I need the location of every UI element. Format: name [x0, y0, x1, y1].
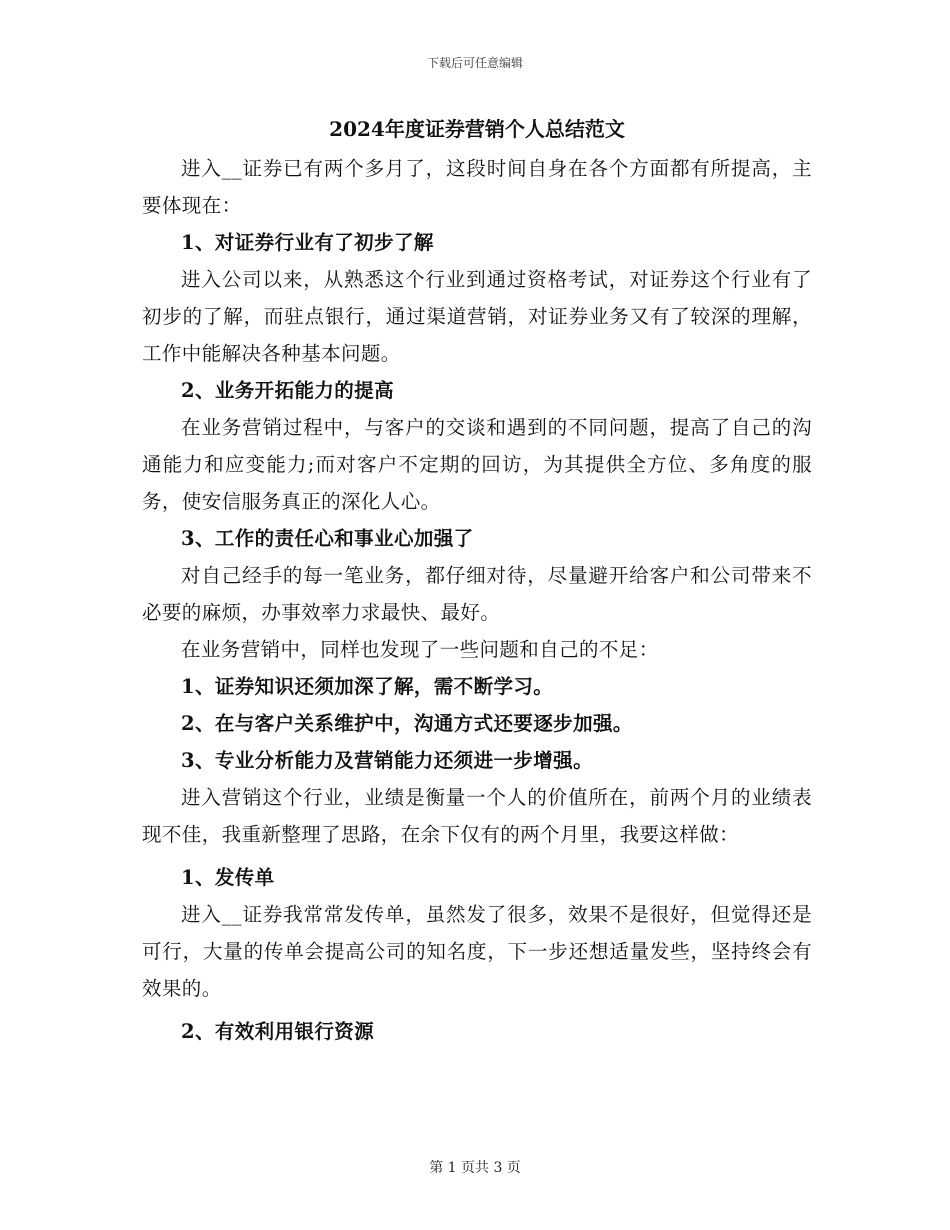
list-item-heading: 1、证券知识还须加深了解，需不断学习。: [181, 675, 554, 698]
section-heading: 3、工作的责任心和事业心加强了: [181, 527, 474, 550]
paragraph: 进入公司以来，从熟悉这个行业到通过资格考试，对证券这个行业有了初步的了解，而驻点银行，通过渠道营销，对证券业务又有了较深的理解，工作中能解决各种基本问题。: [142, 268, 812, 365]
page-header: 下载后可任意编辑: [426, 56, 523, 70]
list-item-heading: 3、专业分析能力及营销能力还须进一步增强。: [181, 749, 593, 772]
paragraph: 在业务营销过程中，与客户的交谈和遇到的不同问题，提高了自己的沟通能力和应变能力;而对客户不定期的回访，为其提供全方位、多角度的服务，使安信服务真正的深化人心。: [142, 416, 812, 513]
section-heading: 1、发传单: [181, 866, 275, 889]
document-body: [142, 116, 812, 1050]
section-heading: 2、业务开拓能力的提高: [181, 379, 394, 402]
list-item-heading: 2、在与客户关系维护中，沟通方式还要逐步加强。: [181, 712, 633, 735]
paragraph: 进入__证券我常常发传单，虽然发了很多，效果不是很好，但觉得还是可行，大量的传单会提高公司的知名度，下一步还想适量发些，坚持终会有效果的。: [142, 903, 812, 1000]
section-heading: 2、有效利用银行资源: [181, 1020, 375, 1043]
paragraph: 在业务营销中，同样也发现了一些问题和自己的不足：: [181, 638, 659, 661]
page-footer: 第 1 页共 3 页: [429, 1160, 521, 1176]
paragraph: 进入__证券已有两个多月了，这段时间自身在各个方面都有所提高，主要体现在：: [142, 157, 812, 217]
section-heading: 1、对证券行业有了初步了解: [181, 231, 434, 254]
paragraph: 进入营销这个行业，业绩是衡量一个人的价值所在，前两个月的业绩表现不佳，我重新整理了思路，在余下仅有的两个月里，我要这样做：: [142, 786, 812, 846]
document-title: 2024年度证券营销个人总结范文: [329, 117, 625, 141]
paragraph: 对自己经手的每一笔业务，都仔细对待，尽量避开给客户和公司带来不必要的麻烦，办事效率力求最快、最好。: [142, 564, 812, 624]
